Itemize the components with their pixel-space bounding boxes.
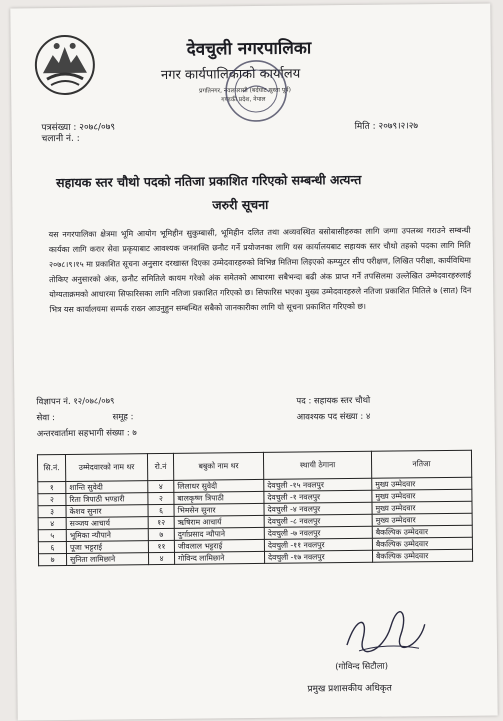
office-stamp-icon (221, 56, 292, 127)
col-header-sn: सि.नं. (37, 454, 65, 481)
cell-result: मुख्य उम्मेदवार (372, 489, 472, 502)
cell-address: देवचुली -११ नवलपुर (264, 538, 372, 551)
cell-candidate: सञ्जय आचार्य (66, 517, 148, 530)
notice-title-line-1: सहायक स्तर चौथो पदको नतिजा प्रकाशित गरिएको सम्बन्धी अत्यन्त (56, 171, 362, 191)
cell-address: देवचुली -८ नवलपुर (264, 514, 372, 527)
cell-sn: २ (38, 493, 66, 505)
required-post-count: आवश्यक पद संख्या : ४ (296, 411, 371, 423)
service-label: सेवा : (36, 413, 55, 424)
cell-result: मुख्य उम्मेदवार (372, 477, 472, 490)
advertisement-number: विज्ञापन नं. १२/०७८/०७९ (36, 396, 115, 408)
org-name: देवचुली नगरपालिका (186, 38, 312, 60)
cell-roll: ११ (148, 540, 174, 552)
ref-value: २०७८/०७९ (79, 122, 116, 133)
cell-father: जीवलाल भट्टराई (174, 539, 264, 552)
cell-roll: ६ (148, 504, 174, 516)
cell-candidate: शान्ति सुवेदी (66, 481, 148, 494)
signatory-name: (गोविन्द सिटौला) (335, 661, 389, 673)
date-label: मिति (354, 121, 370, 132)
signatory-title: प्रमुख प्रशासकीय अधिकृत (307, 683, 392, 695)
cell-candidate: भूमिका न्यौपाने (66, 529, 148, 542)
cell-father: ऋषिराम आचार्य (174, 515, 264, 528)
cell-roll: ७ (148, 528, 174, 540)
cell-candidate: केशव सुनार (66, 505, 148, 518)
cell-sn: १ (38, 481, 66, 493)
cell-roll: ४ (148, 552, 174, 564)
col-header-result: नतिजा (371, 450, 471, 478)
cell-sn: ६ (38, 541, 66, 553)
col-header-address: स्थायी ठेगाना (263, 451, 371, 479)
cell-candidate: सुनिता लामिछाने (66, 553, 148, 566)
cell-father: बालकृष्ण त्रिपाठी (174, 491, 264, 504)
post-name: पद : सहायक स्तर चौथो (296, 395, 371, 407)
cell-roll: २ (148, 492, 174, 504)
municipality-emblem-icon (33, 33, 98, 98)
cell-sn: ७ (38, 553, 66, 565)
date-value: २०७९।२।२७ (378, 121, 419, 132)
signature-icon (339, 604, 430, 661)
cell-father: गोविन्द लामिछाने (174, 551, 264, 564)
cell-roll: ४ (148, 480, 174, 492)
cell-address: देवचुली -७ नवलपुर (264, 526, 372, 539)
col-header-candidate: उम्मेदवारको नाम थर (65, 454, 147, 482)
chalani-label: चलानी नं. (41, 133, 74, 145)
results-table (37, 450, 473, 567)
group-label: समूह : (112, 412, 134, 423)
cell-result: बैकल्पिक उम्मेदवार (372, 525, 472, 538)
dispatch-number: चलानी नं. : (41, 133, 80, 145)
cell-father: दुर्गाप्रसाद न्यौपाने (174, 527, 264, 540)
notice-body: यस नगरपालिका क्षेत्रमा भूमि आयोग भूमिहीन सुकुम्बासी, भूमिहीन दलित तथा अव्यवस्थित बसोबासीहरुका लागि जग्गा उपलब्ध गराउने सम्बन्धी कार्यका लागि करार सेवा प्रकृयाबाट आवश्यक जनशक्ति छनौट गर्ने प्रयोजनका लागि यस कार्यालयबाट सहायक स्तर चौथो तहको पदका लागि मिति २०७८।९।१५ मा प्रकाशित सूचना अनुसार दरखास्त दिएका उम्मेदवारहरुको विभिन्न मितिमा लिइएको कम्प्युटर सीप परीक्षण, लिखित परीक्षा, कार्यविधिमा तोकिए अनुसारको अंक, छनौट समितिले कायम गरेको अंक समेतको आधारमा सबैभन्दा बढी अंक प्राप्त गर्ने तपसिलमा उल्लेखित उम्मेदवारहरुलाई योग्यताक्रमको आधारमा सिफारिसका लागि नतिजा प्रकाशित गरिएको छ। सिफारिस भएका मुख्य उम्मेदवारहरुले नतिजा प्रकाशित मितिले ७ (सात) दिन भित्र यस कार्यालयमा सम्पर्क राख्न आउनुहुन सम्बन्धित सबैको जानकारीका लागि यो सूचना प्रकाशित गरिएको छ। (48, 225, 472, 314)
cell-roll: १२ (148, 516, 174, 528)
address-line-1: प्रगतिनगर, नवलपरासी (बर्दघाट सुस्ता पूर्व) (199, 86, 291, 95)
reference-number: पत्रसंख्या : २०७८/०७९ (41, 122, 116, 134)
cell-sn: ३ (38, 505, 66, 517)
office-name: नगर कार्यपालिकाको कार्यालय (160, 66, 301, 83)
cell-address: देवचुली -१७ नवलपुर (264, 550, 372, 563)
cell-sn: ५ (38, 529, 66, 541)
col-header-father: बबुको नाम थर (173, 452, 263, 480)
cell-result: बैकल्पिक उम्मेदवार (372, 537, 472, 550)
ref-label: पत्रसंख्या (41, 122, 71, 134)
interview-count: अन्तरवार्तामा सहभागी संख्या : ७ (36, 428, 137, 440)
cell-address: देवचुली -१५ नवलपुर (264, 478, 372, 491)
cell-father: भिमसेन सुनार (174, 503, 264, 516)
cell-candidate: रिता त्रिपाठी भण्डारी (66, 493, 148, 506)
notice-title-line-2: जरुरी सूचना (212, 196, 269, 213)
cell-result: बैकल्पिक उम्मेदवार (372, 549, 472, 562)
address-line-2: गण्डकी प्रदेश, नेपाल (221, 95, 266, 104)
cell-result: मुख्य उम्मेदवार (372, 501, 472, 514)
cell-address: देवचुली -४ नवलपुर (264, 502, 372, 515)
cell-result: मुख्य उम्मेदवार (372, 513, 472, 526)
col-header-roll: रो.नं (147, 453, 173, 480)
cell-father: लिलाधर सुवेदी (174, 479, 264, 492)
cell-sn: ४ (38, 517, 66, 529)
cell-candidate: पूजा भट्टराई (66, 541, 148, 554)
notice-page (10, 4, 497, 721)
cell-address: देवचुली -१ नवलपुर (264, 490, 372, 503)
notice-date: मिति : २०७९।२।२७ (354, 121, 419, 132)
